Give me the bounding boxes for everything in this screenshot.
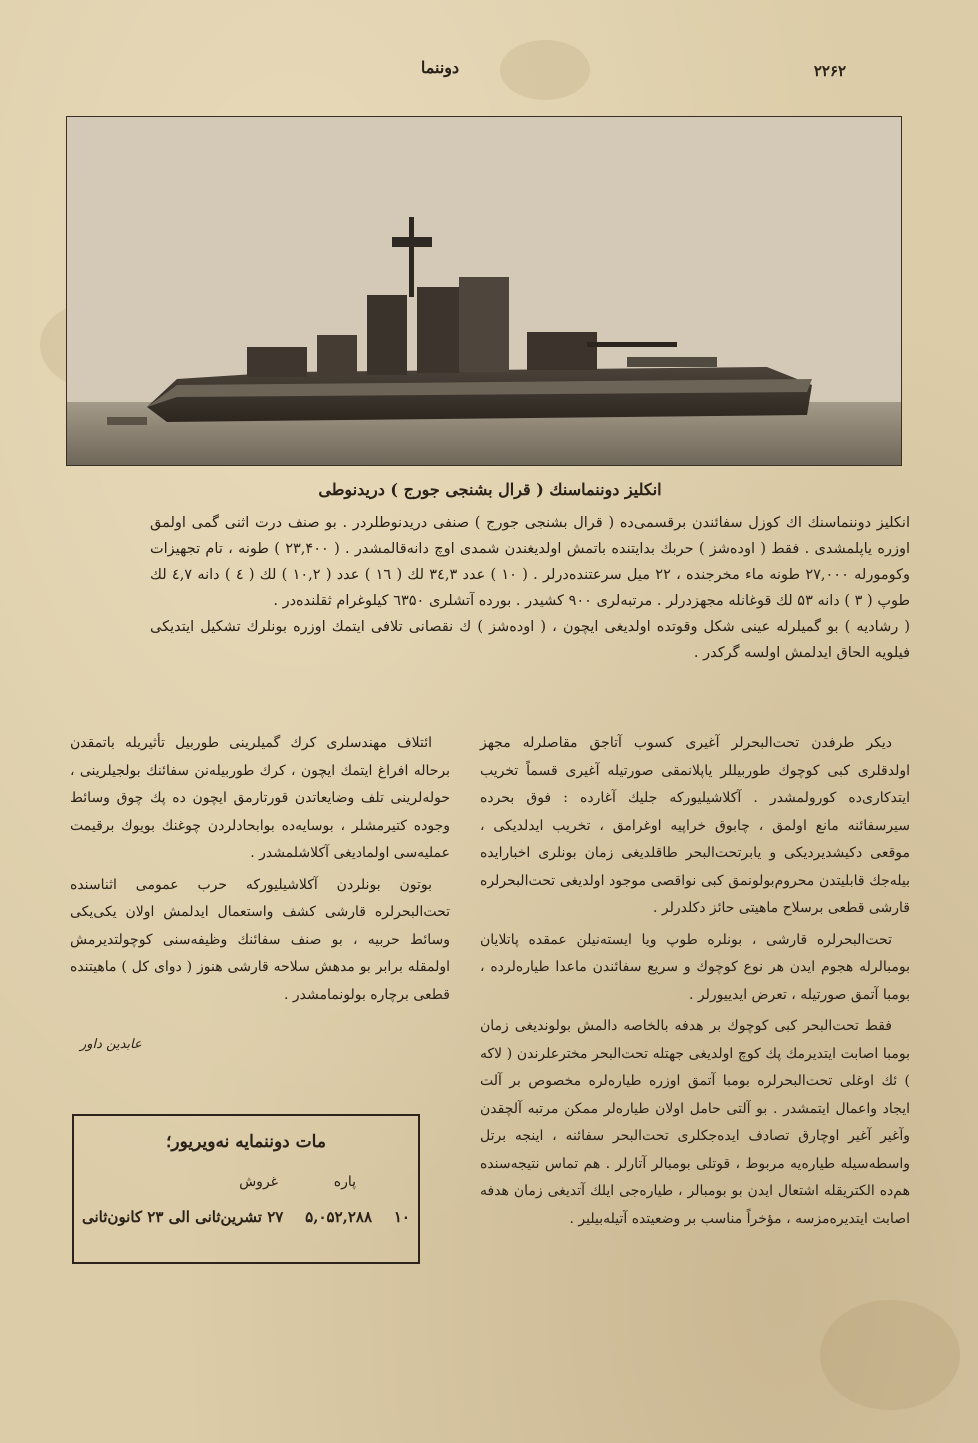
article-paragraph: تحت‌البحرلره قارشی ، بونلره طوپ ویا ایسته‌نیلن عمقده پاتلایان بومبالرله هجوم ایدن هر نوع كوچوك و سریع سفائندن ماعدا طیاره‌لرده ، بومبا آتمق صورتیله ، تعرض ایدییورلر . bbox=[480, 931, 910, 1003]
funnel-fore bbox=[417, 287, 459, 373]
donation-amount-row bbox=[82, 1208, 410, 1226]
spotting-top bbox=[392, 237, 432, 247]
mast bbox=[409, 217, 414, 297]
page-number: ۲۲۶۲ bbox=[813, 62, 847, 80]
aft-turret bbox=[247, 347, 307, 377]
article-column-right bbox=[480, 730, 910, 1237]
bridge bbox=[459, 277, 509, 372]
funnel-aft bbox=[367, 295, 407, 375]
gun-barrel bbox=[587, 342, 677, 347]
battleship-photo bbox=[66, 116, 902, 466]
article-paragraph: بوتون بونلردن آكلاشیلیوركه حرب عمومی اثناسنده تحت‌البحرلره قارشی كشف واستعمال ایدلمش اولان یكی‌یكی وسائط حربیه ، بو صنف سفائنك وظیفه‌سنی كوچولتدیرمش اولمقله برابر بو مدهش سلاحه قارشی هنوز ( دوای كل ) ماهیتنده قطعی برچاره بولونمامشدر . bbox=[70, 876, 450, 1003]
amount-para: ۱۰ bbox=[393, 1208, 410, 1226]
paper-stain bbox=[500, 40, 590, 100]
article-column-left bbox=[70, 730, 450, 1013]
header-kurus: غروش bbox=[239, 1174, 278, 1190]
article-paragraph: فقط تحت‌البحر كبی كوچوك بر هدفه بالخاصه دالمش بولوندیغی زمان بومبا اصابت ایتدیرمك پك كوچ اولدیغی جهتله تحت‌البحر مخترعلرندن ( لاكه ) ئك اوغلی تحت‌البحرلره بومبا آتمق اوزره طیاره‌لره مخصوص بر آلت ایجاد واعمال ایتمشدر . بو آلتی حامل اولان طیاره‌لر ممكن مرتبه آلچقدن وآغیر آغیر اوچارق تصادف ایده‌جكلری تحت‌البحر سفائنه ، اینجه برتل واسطه‌سیله طیاره‌یه مربوط ، قوتلی بومبالر آتارلر . هم تماس نتیجه‌سنده هم‌ده الكتریقله اشتعال ایدن بو بومبالر ، طیاره‌جی ایلك آتدیغی زمان هدفه اصابت ایتدیره‌مزسه ، مؤخراً مناسب بر وضعیتده آتیله‌بیلیر . bbox=[480, 1018, 910, 1227]
article-paragraph: ائتلاف مهندسلری كرك گمیلرینی طوربیل تأثیریله باتمقدن برحاله افراغ ایتمك ایچون ، كرك طوربیله‌نن سفائنك بولجیلرینی ، حوله‌لرینی تلف وضایعاتدن قورتارمق ایچون ده پك چوق وسائط وجوده كتیرمشلر ، بوسایه‌ده بوابحادلردن چوغنك بویوك برقیمت عملیه‌سی اولمادیغی آكلاشلمشدر . bbox=[70, 735, 450, 861]
photo-caption: انکلیز دوننماسنك ( قرال بشنجی جورج ) دریدنوطی bbox=[318, 480, 662, 499]
donation-box-title: مات دوننمایه نه‌ویریور؛ bbox=[166, 1132, 326, 1152]
battleship-illustration bbox=[67, 117, 901, 465]
header-para: پاره bbox=[333, 1174, 356, 1190]
intro-text bbox=[150, 510, 910, 666]
donation-box bbox=[72, 1114, 420, 1264]
article-paragraph: دیكر طرفدن تحت‌البحرلر آغیری كسوب آتاجق مقاصلرله مجهز اولدقلری كبی كوچوك طوربیللر یاپلانمقی صورتیله آغیری قسماً تخریب ایتدكاری‌ده كورولمشدر . آكلاشیلیوركه جلیك آغارده : فوق بحرده سیرسفائنه مانع اولمق ، چابوق خراپیه اوغرامق ، تخریب ایدلدیکی ، موقعی دكیشدیردیكی و یابرتحت‌البحر طاقلدیغی زمان بونلری اخبارایده بیله‌جك قابلیتدن محروم‌بولونمق كبی نواقصی موجود اولدیغی تحت‌البحرلره قارشی قطعی برسلاح ماهیتی حائز دكلدرلر . bbox=[480, 735, 910, 916]
intro-paragraph: ( رشادیه ) بو گمیلرله عینی شكل وقوتده اولدیغی ایچون ، ( اوده‌شز ) ك نقصانی تلافی ایتمك اوزره بونلرك تشكیل ایتدیكی فیلویه الحاق ایدلمش اولسه گركدر . bbox=[150, 619, 910, 661]
small-boat bbox=[107, 417, 147, 425]
amount-kurus: ۵,۰۵۲,۲۸۸ bbox=[305, 1208, 373, 1226]
intro-paragraph: انکلیز دوننماسنك اك كوزل سفائندن برقسمی‌ده ( قرال بشنجی جورج ) صنفی دریدنوطلردر . بو صنف درت اثنی گمی اولمق اوزره یاپلمشدی . فقط ( اوده‌شز ) حربك بدایتنده باتمش اولدیغندن شمدی اوچ دانه‌قالمشدر . ( ۲۳,۴۰۰ ) طونه ، تام تجهیزات وكومورله ۲۷,۰۰۰ طونه ماء مخرجنده ، ۲۲ میل سرعتنده‌درلر . ( ۱۰ ) عدد ۳٤,۳ لك ( ۱٦ ) عدد ( ۱۰,۲ ) لك ( ٤ ) دانه ٤,۷ لك طوپ ( ۳ ) دانه ۵۳ لك قوغانله مجهزدرلر . مرتبه‌لری ۹۰۰ كشیدر . بورده آتشلری ٦۳۵۰ كیلوغرام ثقلنده‌در . bbox=[150, 515, 910, 609]
aft-superstructure bbox=[317, 335, 357, 375]
magazine-title: دوننما bbox=[420, 58, 460, 77]
fore-deck bbox=[627, 357, 717, 367]
author-signature: عابدین داور bbox=[80, 1037, 142, 1052]
donation-period: ۲۷ تشرین‌ثانی الی ۲۳ كانون‌ثانی bbox=[82, 1208, 284, 1226]
fore-turret bbox=[527, 332, 597, 370]
paper-stain bbox=[820, 1300, 960, 1410]
